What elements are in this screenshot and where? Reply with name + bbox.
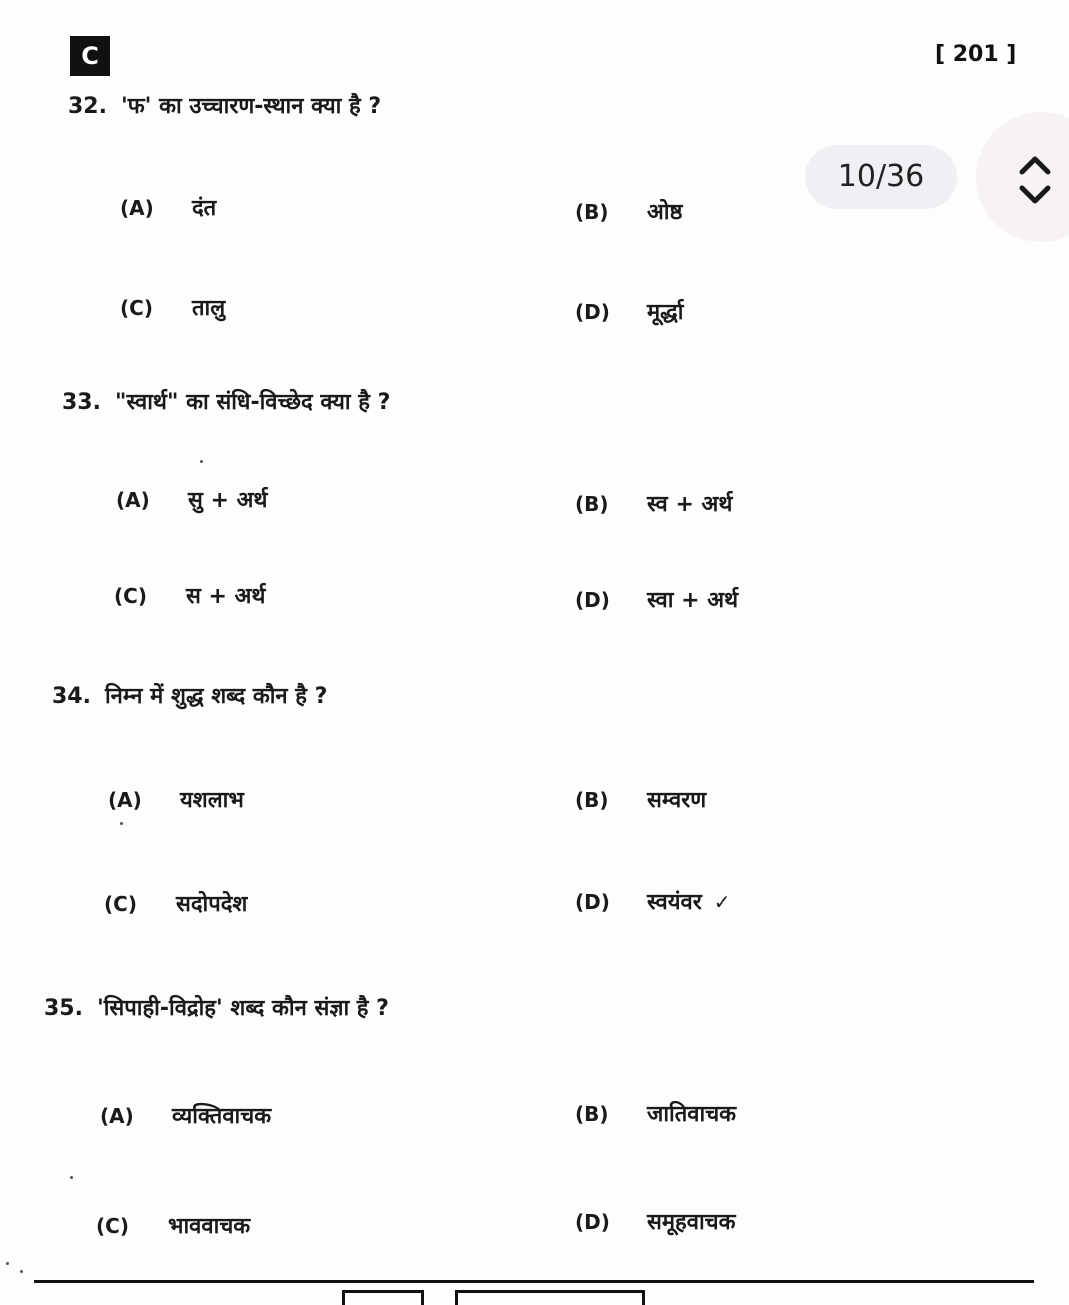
question-32 [68, 90, 381, 120]
option-text: मूर्द्धा [647, 300, 684, 325]
scan-speck [120, 822, 123, 825]
chevron-up-icon[interactable] [1017, 150, 1053, 180]
option-label: (B) [575, 788, 609, 812]
page-code: [ 201 ] [935, 42, 1017, 67]
option-text: यशलाभ [180, 788, 244, 813]
option-text: स्वा + अर्थ [647, 588, 739, 613]
option-35-a[interactable] [100, 1100, 271, 1130]
option-text: समूहवाचक [647, 1210, 736, 1235]
option-text: स्व + अर्थ [647, 492, 733, 517]
option-label: (B) [575, 200, 609, 224]
option-text: सम्वरण [647, 788, 707, 813]
option-35-d[interactable] [575, 1206, 736, 1236]
page-counter: 10/36 [805, 145, 957, 209]
option-text: सु + अर्थ [188, 488, 268, 513]
option-33-b[interactable] [575, 488, 732, 518]
option-label: (A) [100, 1104, 134, 1128]
footer-rule [34, 1280, 1034, 1283]
question-text: निम्न में शुद्ध शब्द कौन है ? [104, 684, 328, 709]
option-label: (A) [120, 196, 154, 220]
question-number: 34. [52, 684, 91, 709]
option-33-a[interactable] [116, 484, 268, 514]
option-label: (B) [575, 1102, 609, 1126]
option-32-c[interactable] [120, 292, 225, 322]
option-33-c[interactable] [114, 580, 266, 610]
option-label: (C) [96, 1214, 129, 1238]
question-34 [52, 680, 327, 710]
question-number: 33. [62, 390, 101, 415]
option-label: (D) [575, 300, 610, 324]
footer-box-right [455, 1290, 645, 1305]
scan-speck [200, 460, 203, 463]
option-text: तालु [192, 296, 226, 321]
option-35-c[interactable] [96, 1210, 250, 1240]
option-label: (D) [575, 588, 610, 612]
option-34-d[interactable] [575, 886, 731, 916]
option-text: सदोपदेश [176, 892, 248, 917]
option-text: दंत [192, 196, 217, 221]
option-33-d[interactable] [575, 584, 738, 614]
option-32-a[interactable] [120, 192, 216, 222]
option-label: (D) [575, 890, 610, 914]
option-text: व्यक्तिवाचक [172, 1104, 272, 1129]
option-text: जातिवाचक [647, 1102, 737, 1127]
scan-speck [20, 1270, 23, 1273]
option-35-b[interactable] [575, 1098, 736, 1128]
question-35 [44, 992, 389, 1022]
option-text: ओष्ठ [647, 200, 683, 225]
scan-speck [70, 1176, 73, 1179]
option-text: भाववाचक [168, 1214, 251, 1239]
question-text: 'सिपाही-विद्रोह' शब्द कौन संज्ञा है ? [96, 996, 389, 1021]
option-label: (C) [114, 584, 147, 608]
question-number: 32. [68, 94, 107, 119]
footer-box-left [342, 1290, 424, 1305]
option-32-d[interactable] [575, 296, 683, 326]
option-text: स्वयंवर [647, 890, 702, 915]
option-label: (A) [116, 488, 150, 512]
option-34-b[interactable] [575, 784, 706, 814]
option-label: (B) [575, 492, 609, 516]
scan-speck [6, 1262, 9, 1265]
question-text: "स्वार्थ" का संधि-विच्छेद क्या है ? [114, 390, 391, 415]
set-badge: C [70, 36, 110, 76]
chevron-down-icon[interactable] [1017, 180, 1053, 210]
option-34-a[interactable] [108, 784, 244, 814]
tick-mark-icon: ✓ [713, 890, 731, 914]
question-33 [62, 386, 390, 416]
option-34-c[interactable] [104, 888, 247, 918]
option-label: (D) [575, 1210, 610, 1234]
option-label: (C) [120, 296, 153, 320]
option-32-b[interactable] [575, 196, 682, 226]
question-number: 35. [44, 996, 83, 1021]
question-text: 'फ' का उच्चारण-स्थान क्या है ? [120, 94, 382, 119]
option-label: (C) [104, 892, 137, 916]
option-text: स + अर्थ [186, 584, 266, 609]
option-label: (A) [108, 788, 142, 812]
